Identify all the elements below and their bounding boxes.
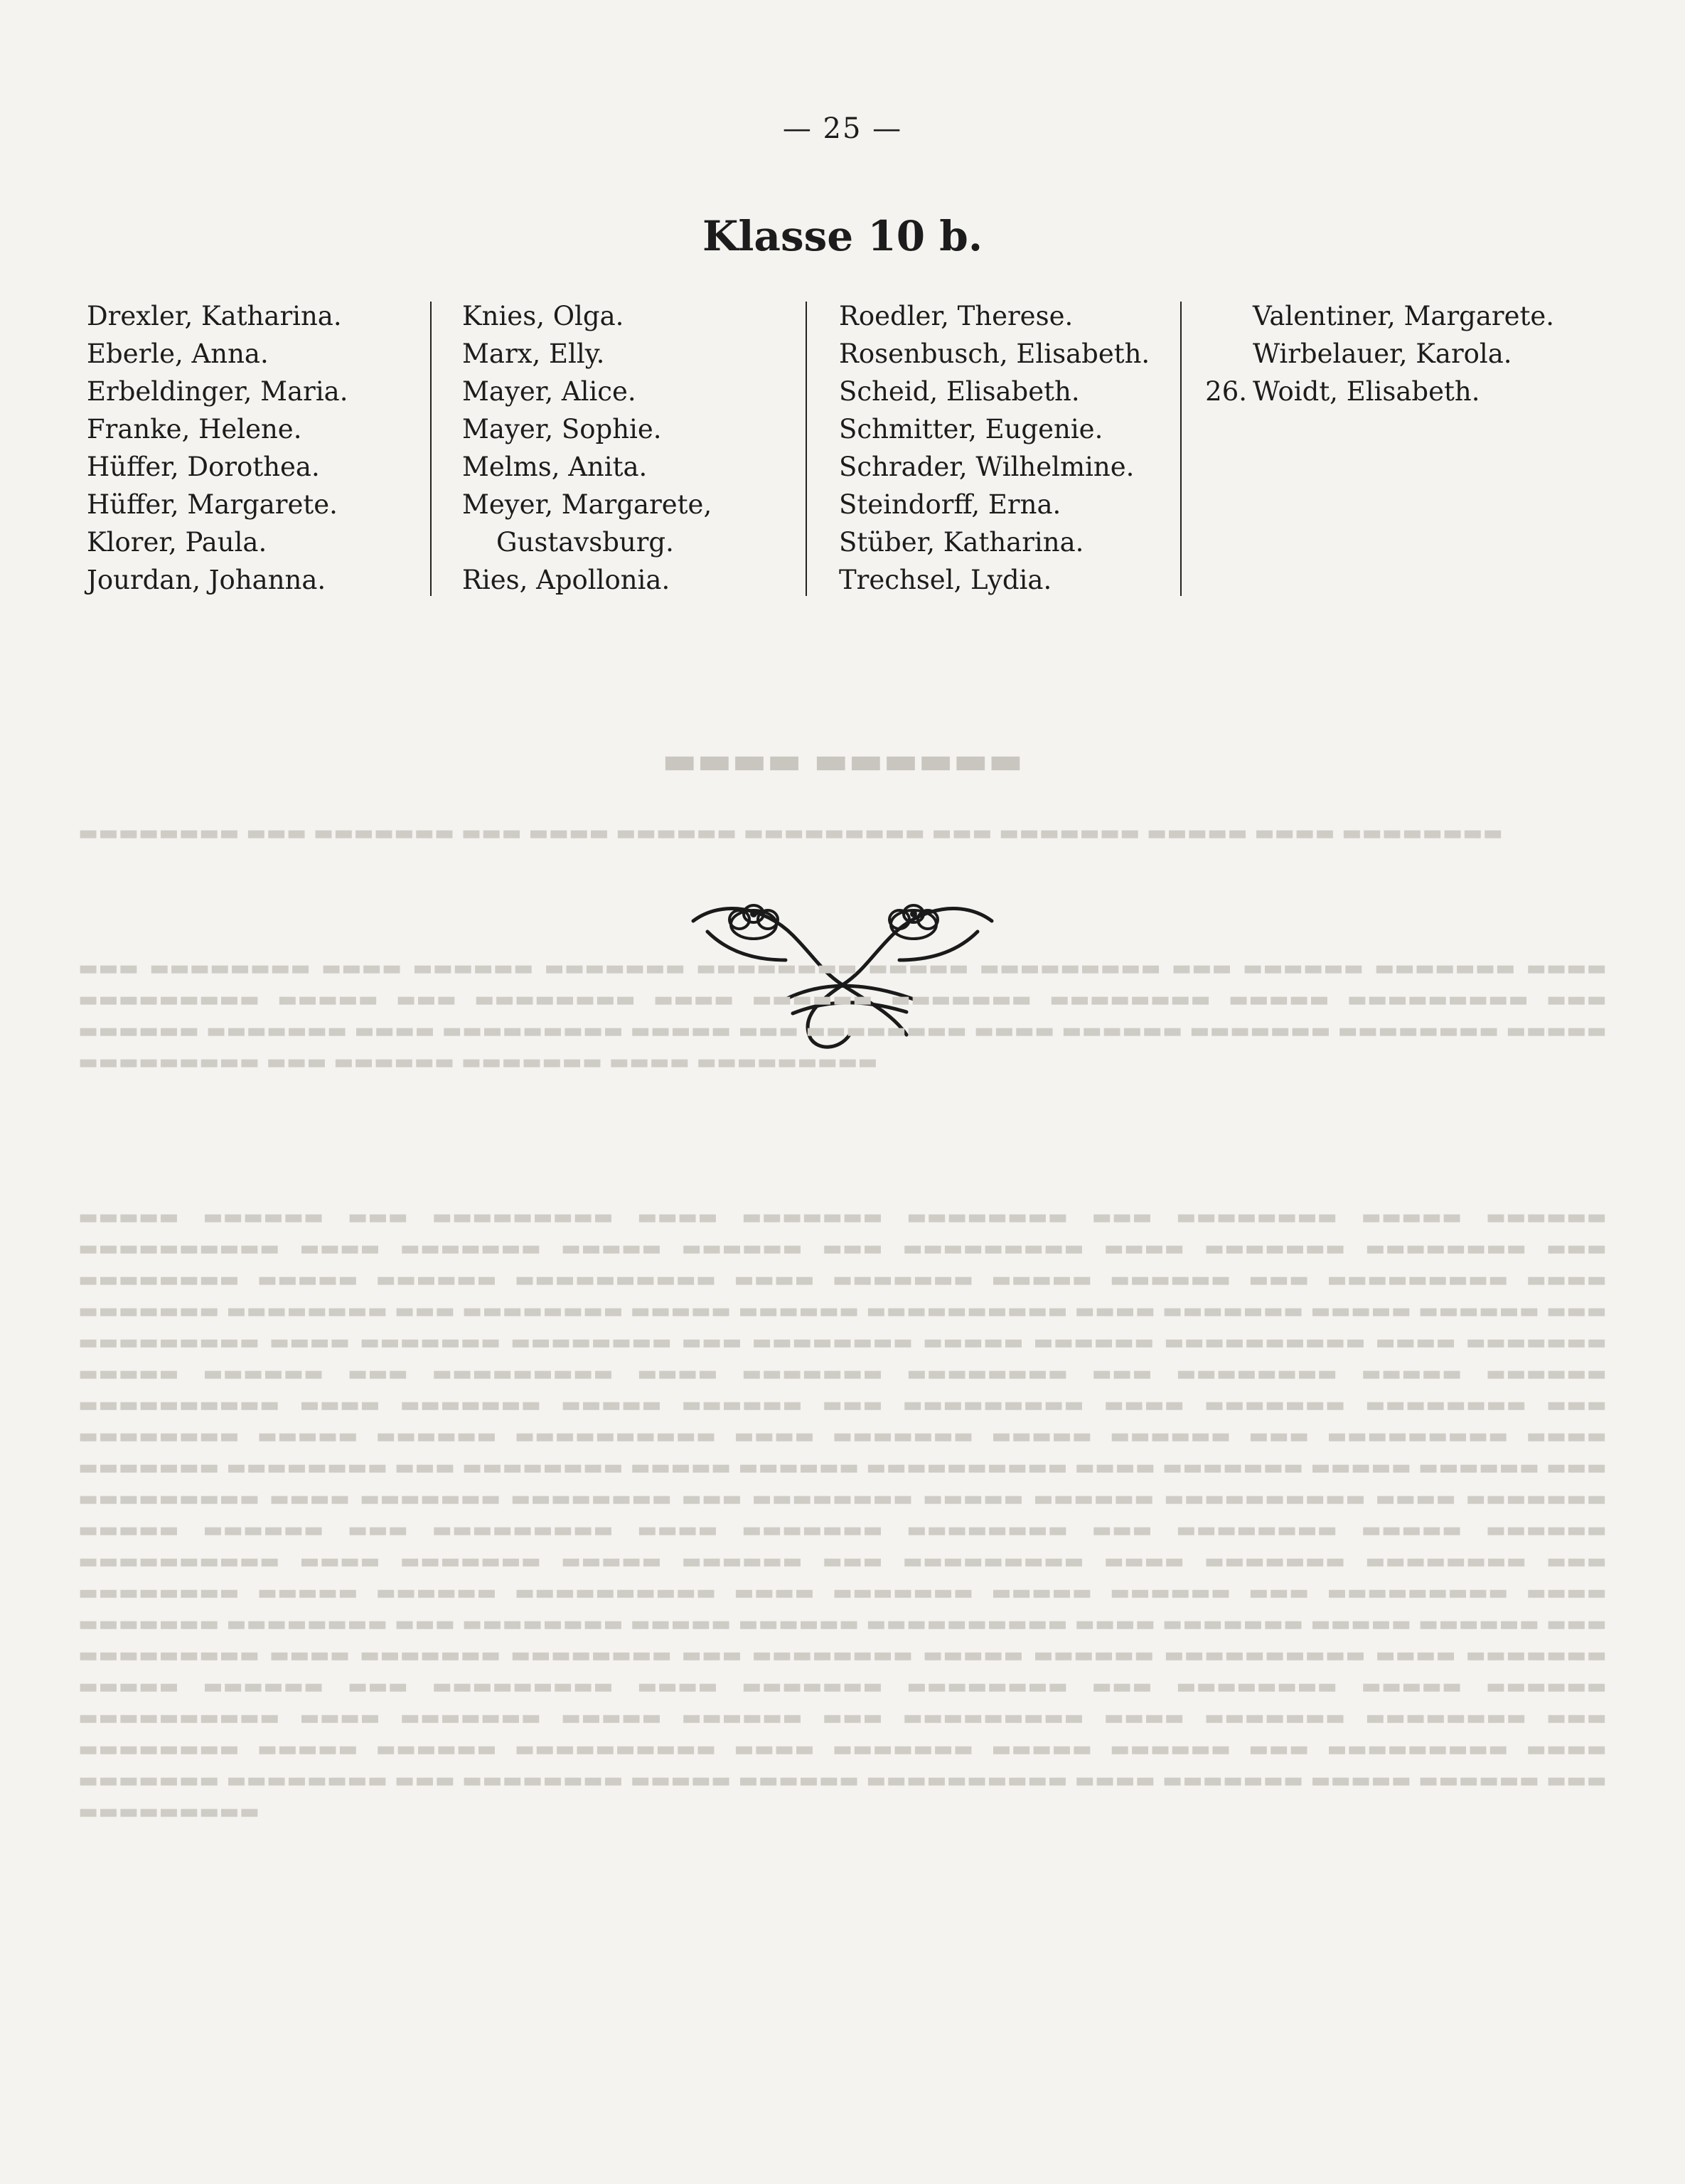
- student-name: 26. Woidt, Elisabeth.: [1200, 373, 1554, 410]
- student-name: Mayer, Alice.: [462, 376, 636, 407]
- student-name: Steindorff, Erna.: [839, 489, 1061, 520]
- student-name: Hüffer, Dorothea.: [87, 452, 320, 482]
- student-list: [0, 297, 1685, 603]
- student-column-1: [87, 297, 348, 599]
- student-column-3: [839, 297, 1150, 599]
- bleed-through-text: ▬▬▬▬▬▬▬▬ ▬▬▬ ▬▬▬▬▬▬▬ ▬▬▬ ▬▬▬▬ ▬▬▬▬▬▬ ▬▬▬▬▬▬▬▬▬ ▬▬▬ ▬▬▬▬▬▬▬ ▬▬▬▬▬ ▬▬▬▬ ▬▬▬▬▬▬▬▬: [78, 821, 1503, 846]
- student-name: Meyer, Margarete,: [462, 489, 712, 520]
- student-name: Rosenbusch, Elisabeth.: [839, 339, 1150, 369]
- student-name: Jourdan, Johanna.: [87, 565, 326, 595]
- class-heading: Klasse 10 b.: [702, 212, 983, 260]
- student-name: Roedler, Therese.: [839, 301, 1074, 331]
- student-name: Mayer, Sophie.: [462, 414, 662, 444]
- student-name: Erbeldinger, Maria.: [87, 376, 348, 407]
- column-divider: [806, 302, 807, 596]
- bleed-through-text: ▬▬▬ ▬▬▬▬▬▬▬▬ ▬▬▬▬ ▬▬▬▬▬▬ ▬▬▬▬▬▬▬ ▬▬▬▬▬▬▬▬ ▬▬▬▬▬ ▬▬▬▬▬▬▬▬▬ ▬▬▬ ▬▬▬▬▬▬ ▬▬▬▬▬▬▬ ▬▬▬▬ ▬▬▬▬▬▬▬▬▬ ▬▬▬▬▬ ▬▬▬ ▬▬▬▬▬▬▬▬ ▬▬▬▬ ▬▬▬▬▬▬ ▬▬▬▬▬▬▬ ▬▬▬▬▬▬▬▬ ▬▬▬▬▬ ▬▬▬▬▬▬▬▬▬ ▬▬▬ ▬▬▬▬▬▬ ▬▬▬▬▬▬▬ ▬▬▬▬ ▬▬▬▬▬▬▬▬▬ ▬▬▬▬▬ ▬▬▬ ▬▬▬▬▬▬▬▬ ▬▬▬▬ ▬▬▬▬▬▬ ▬▬▬▬▬▬▬ ▬▬▬▬▬▬▬▬ ▬▬▬▬▬ ▬▬▬▬▬▬▬▬▬ ▬▬▬ ▬▬▬▬▬▬ ▬▬▬▬▬▬▬ ▬▬▬▬ ▬▬▬▬▬▬▬▬▬: [78, 956, 1607, 1075]
- student-name: Stüber, Katharina.: [839, 527, 1084, 558]
- student-name-continuation: Gustavsburg.: [496, 527, 674, 558]
- student-name: Hüffer, Margarete.: [87, 489, 338, 520]
- student-name: Knies, Olga.: [462, 301, 624, 331]
- student-name: Franke, Helene.: [87, 414, 302, 444]
- student-name: Trechsel, Lydia.: [839, 565, 1052, 595]
- column-divider: [430, 302, 432, 596]
- student-column-2: [462, 297, 712, 599]
- student-name: Drexler, Katharina.: [87, 301, 342, 331]
- page-number: — 25 —: [782, 112, 903, 145]
- bleed-through-title: ▬▬▬▬ ▬▬▬▬▬▬: [662, 740, 1023, 782]
- bleed-through-text: ▬▬▬▬▬ ▬▬▬▬▬▬ ▬▬▬ ▬▬▬▬▬▬▬▬▬ ▬▬▬▬ ▬▬▬▬▬▬▬ ▬▬▬▬▬▬▬▬ ▬▬▬ ▬▬▬▬▬▬▬▬ ▬▬▬▬▬ ▬▬▬▬▬▬ ▬▬▬▬▬▬▬▬▬▬ ▬▬▬▬ ▬▬▬▬▬▬▬ ▬▬▬▬▬ ▬▬▬▬▬▬ ▬▬▬ ▬▬▬▬▬▬▬▬▬ ▬▬▬▬ ▬▬▬▬▬▬▬ ▬▬▬▬▬▬▬▬ ▬▬▬ ▬▬▬▬▬▬▬▬ ▬▬▬▬▬ ▬▬▬▬▬▬ ▬▬▬▬▬▬▬▬▬▬ ▬▬▬▬ ▬▬▬▬▬▬▬ ▬▬▬▬▬ ▬▬▬▬▬▬ ▬▬▬ ▬▬▬▬▬▬▬▬▬ ▬▬▬▬ ▬▬▬▬▬▬▬ ▬▬▬▬▬▬▬▬ ▬▬▬ ▬▬▬▬▬▬▬▬ ▬▬▬▬▬ ▬▬▬▬▬▬ ▬▬▬▬▬▬▬▬▬▬ ▬▬▬▬ ▬▬▬▬▬▬▬ ▬▬▬▬▬ ▬▬▬▬▬▬ ▬▬▬ ▬▬▬▬▬▬▬▬▬ ▬▬▬▬ ▬▬▬▬▬▬▬ ▬▬▬▬▬▬▬▬ ▬▬▬ ▬▬▬▬▬▬▬▬ ▬▬▬▬▬ ▬▬▬▬▬▬ ▬▬▬▬▬▬▬▬▬▬ ▬▬▬▬ ▬▬▬▬▬▬▬ ▬▬▬▬▬ ▬▬▬▬▬▬ ▬▬▬ ▬▬▬▬▬▬▬▬▬ ▬▬▬▬ ▬▬▬▬▬▬▬ ▬▬▬▬▬▬▬▬ ▬▬▬ ▬▬▬▬▬▬▬▬ ▬▬▬▬▬ ▬▬▬▬▬▬ ▬▬▬▬▬▬▬▬▬▬ ▬▬▬▬ ▬▬▬▬▬▬▬ ▬▬▬▬▬ ▬▬▬▬▬▬ ▬▬▬ ▬▬▬▬▬▬▬▬▬ ▬▬▬▬ ▬▬▬▬▬▬▬ ▬▬▬▬▬▬▬▬ ▬▬▬ ▬▬▬▬▬▬▬▬ ▬▬▬▬▬ ▬▬▬▬▬▬ ▬▬▬▬▬▬▬▬▬▬ ▬▬▬▬ ▬▬▬▬▬▬▬ ▬▬▬▬▬ ▬▬▬▬▬▬ ▬▬▬ ▬▬▬▬▬▬▬▬▬ ▬▬▬▬ ▬▬▬▬▬▬▬ ▬▬▬▬▬▬▬▬ ▬▬▬ ▬▬▬▬▬▬▬▬ ▬▬▬▬▬ ▬▬▬▬▬▬ ▬▬▬▬▬▬▬▬▬▬ ▬▬▬▬ ▬▬▬▬▬▬▬ ▬▬▬▬▬ ▬▬▬▬▬▬ ▬▬▬ ▬▬▬▬▬▬▬▬▬ ▬▬▬▬ ▬▬▬▬▬▬▬ ▬▬▬▬▬▬▬▬ ▬▬▬ ▬▬▬▬▬▬▬▬ ▬▬▬▬▬ ▬▬▬▬▬▬ ▬▬▬▬▬▬▬▬▬▬ ▬▬▬▬ ▬▬▬▬▬▬▬ ▬▬▬▬▬ ▬▬▬▬▬▬ ▬▬▬ ▬▬▬▬▬▬▬▬▬ ▬▬▬▬ ▬▬▬▬▬▬▬ ▬▬▬▬▬▬▬▬ ▬▬▬ ▬▬▬▬▬▬▬▬ ▬▬▬▬▬ ▬▬▬▬▬▬ ▬▬▬▬▬▬▬▬▬▬ ▬▬▬▬ ▬▬▬▬▬▬▬ ▬▬▬▬▬ ▬▬▬▬▬▬ ▬▬▬ ▬▬▬▬▬▬▬▬▬ ▬▬▬▬ ▬▬▬▬▬▬▬ ▬▬▬▬▬▬▬▬ ▬▬▬ ▬▬▬▬▬▬▬▬ ▬▬▬▬▬ ▬▬▬▬▬▬ ▬▬▬▬▬▬▬▬▬▬ ▬▬▬▬ ▬▬▬▬▬▬▬ ▬▬▬▬▬ ▬▬▬▬▬▬ ▬▬▬ ▬▬▬▬▬▬▬▬▬ ▬▬▬▬ ▬▬▬▬▬▬▬ ▬▬▬▬▬▬▬▬ ▬▬▬ ▬▬▬▬▬▬▬▬ ▬▬▬▬▬ ▬▬▬▬▬▬ ▬▬▬▬▬▬▬▬▬▬ ▬▬▬▬ ▬▬▬▬▬▬▬ ▬▬▬▬▬ ▬▬▬▬▬▬ ▬▬▬ ▬▬▬▬▬▬▬▬▬ ▬▬▬▬ ▬▬▬▬▬▬▬ ▬▬▬▬▬▬▬▬ ▬▬▬ ▬▬▬▬▬▬▬▬ ▬▬▬▬▬ ▬▬▬▬▬▬ ▬▬▬▬▬▬▬▬▬▬ ▬▬▬▬ ▬▬▬▬▬▬▬ ▬▬▬▬▬ ▬▬▬▬▬▬ ▬▬▬ ▬▬▬▬▬▬▬▬▬ ▬▬▬▬ ▬▬▬▬▬▬▬ ▬▬▬▬▬▬▬▬ ▬▬▬ ▬▬▬▬▬▬▬▬ ▬▬▬▬▬ ▬▬▬▬▬▬ ▬▬▬▬▬▬▬▬▬▬ ▬▬▬▬ ▬▬▬▬▬▬▬ ▬▬▬▬▬ ▬▬▬▬▬▬ ▬▬▬ ▬▬▬▬▬▬▬▬▬ ▬▬▬▬ ▬▬▬▬▬▬▬ ▬▬▬▬▬▬▬▬ ▬▬▬ ▬▬▬▬▬▬▬▬ ▬▬▬▬▬ ▬▬▬▬▬▬ ▬▬▬▬▬▬▬▬▬▬ ▬▬▬▬ ▬▬▬▬▬▬▬ ▬▬▬▬▬ ▬▬▬▬▬▬ ▬▬▬ ▬▬▬▬▬▬▬▬▬ ▬▬▬▬ ▬▬▬▬▬▬▬ ▬▬▬▬▬▬▬▬ ▬▬▬ ▬▬▬▬▬▬▬▬ ▬▬▬▬▬ ▬▬▬▬▬▬ ▬▬▬▬▬▬▬▬▬▬ ▬▬▬▬ ▬▬▬▬▬▬▬ ▬▬▬▬▬ ▬▬▬▬▬▬ ▬▬▬ ▬▬▬▬▬▬▬▬▬: [78, 1205, 1607, 1824]
- student-name: Scheid, Elisabeth.: [839, 376, 1080, 407]
- student-name: Schmitter, Eugenie.: [839, 414, 1103, 444]
- student-name: Melms, Anita.: [462, 452, 648, 482]
- student-name: Wirbelauer, Karola.: [1253, 339, 1512, 369]
- student-column-4: [1200, 297, 1554, 410]
- student-name: Marx, Elly.: [462, 339, 605, 369]
- column-divider: [1180, 302, 1182, 596]
- student-name: Valentiner, Margarete.: [1253, 301, 1555, 331]
- student-name: Klorer, Paula.: [87, 527, 267, 558]
- student-name: Eberle, Anna.: [87, 339, 269, 369]
- student-name: Schrader, Wilhelmine.: [839, 452, 1135, 482]
- student-count: 26.: [1205, 376, 1247, 407]
- student-name: Ries, Apollonia.: [462, 565, 670, 595]
